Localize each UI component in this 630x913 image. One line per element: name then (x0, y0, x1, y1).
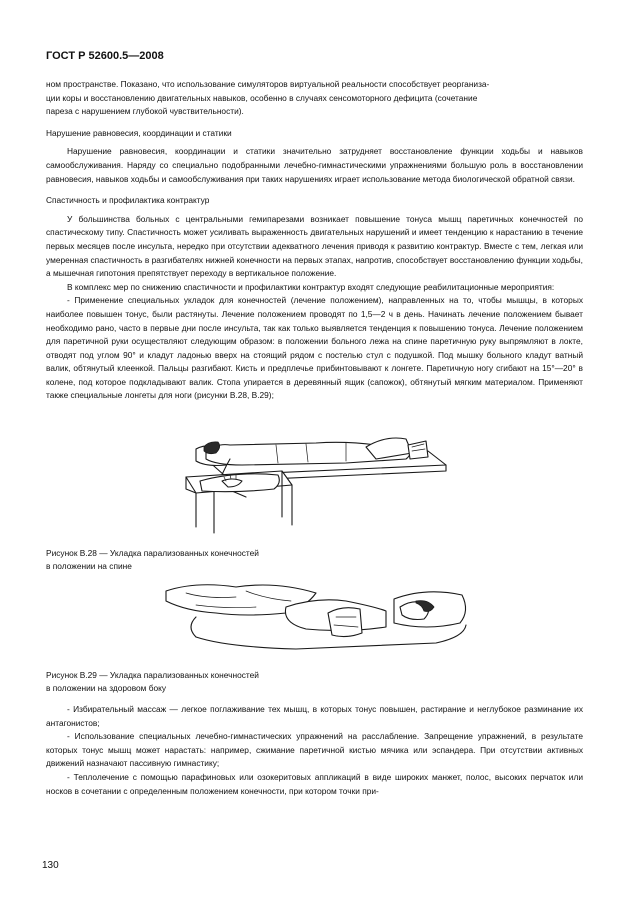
intro-line-1: ном пространстве. Показано, что использование симуляторов виртуальной реальности способствует реорганиза- (46, 79, 490, 89)
intro-line-2: ции коры и восстановлению двигательных навыков, особенно в случаях сенсомоторного дефицита (сочетание (46, 92, 478, 103)
paragraph-spasticity-1: У большинства больных с центральными гемипарезами возникает повышение тонуса мышц паретичных конечностей по спастическому типу. Спастичность может усиливать выраженность двигательных нарушений и имеет тенденцию к нарастанию в течение первых месяцев после инсульта, нередко при отсутствии адекватного лечения приводя к развитию контрактур. Вместе с тем, легкая или умеренная спастичность в разгибателях нижней конечности на первых этапах, напротив, способствует восстановлению функции ходьбы, а мышечная гипотония препятствует переходу в вертикальное положение. (46, 213, 583, 279)
document-code: ГОСТ Р 52600.5—2008 (46, 50, 164, 62)
section-heading-balance: Нарушение равновесия, координации и статики (46, 127, 232, 138)
section-heading-spasticity: Спастичность и профилактика контрактур (46, 195, 210, 206)
figure-b28-caption-line-1: Рисунок В.28 — Укладка парализованных конечностей (46, 548, 259, 559)
illustration-side-lying-positioning (46, 577, 583, 669)
page-number: 130 (42, 860, 59, 871)
figure-b28 (46, 407, 583, 547)
illustration-supine-positioning (46, 407, 583, 547)
paragraph-balance: Нарушение равновесия, координации и статики значительно затрудняет восстановление функции ходьбы и навыков самообслуживания. Наряду со специально подобранными лечебно-гимнастическими упражнениями большую роль в восстановлении равновесия, навыков ходьбы и самообслуживания при таких нарушениях играет использование метода биологической обратной связи. (46, 146, 583, 184)
page-content (46, 78, 583, 798)
bullet-heat-therapy: - Теплолечение с помощью парафиновых или озокеритовых аппликаций в виде широких манжет, полос, высоких перчаток или носков в сочетании с определенным положением конечности, при котором точки при- (46, 772, 583, 796)
bullet-relaxation-exercises: - Использование специальных лечебно-гимнастических упражнений на расслабление. Запрещение упражнений, в результате которых тонус мышц может нарастать: например, сжимание паретичной кистью мячика или эспандера. При отсутствии активных движений назначают пассивную гимнастику; (46, 731, 583, 769)
figure-b29-caption-line-1: Рисунок В.29 — Укладка парализованных конечностей (46, 670, 259, 681)
paragraph-spasticity-2: В комплекс мер по снижению спастичности и профилактики контрактур входят следующие реабилитационные мероприятия: (67, 281, 555, 292)
paragraph-positioning: - Применение специальных укладок для конечностей (лечение положением), направленных на то, чтобы мышцы, в которых наиболее повышен тонус, были растянуты. Лечение положением проводят по 1,5—2 ч в день. Начинать лечение положением бывает необходимо рано, часто в первые дни после инсульта, так как только выявляется тенденция к повышению тонуса. Лечение положением для паретичной руки осуществляют следующим образом: в положении больного лежа на спине паретичную руку выпрямляют в локте, отводят под углом 90° и кладут ладонью вверх на стоящий рядом с постелью стул с подушкой. Под мышку больного кладут ватный валик, обтянутый клеенкой. Пальцы разгибают. Кисть и предплечье прибинтовывают к лонгете. Паретичную ногу сгибают на 15°—20° в колене, под которое подкладывают валик. Стопа упирается в деревянный ящик (сапожок), обтянутый мягким материалом. Применяют также специальные лонгеты для ноги (рисунки В.28, В.29); (46, 295, 583, 401)
figure-b29 (46, 577, 583, 669)
figure-b29-caption-line-2: в положении на здоровом боку (46, 683, 167, 694)
intro-line-3: пареза с нарушением глубокой чувствительности). (46, 106, 244, 117)
figure-b28-caption-line-2: в положении на спине (46, 561, 132, 572)
bullet-massage: - Избирательный массаж — легкое поглаживание тех мышц, в которых тонус повышен, растирание и неглубокое разминание их антагонистов; (46, 704, 583, 728)
